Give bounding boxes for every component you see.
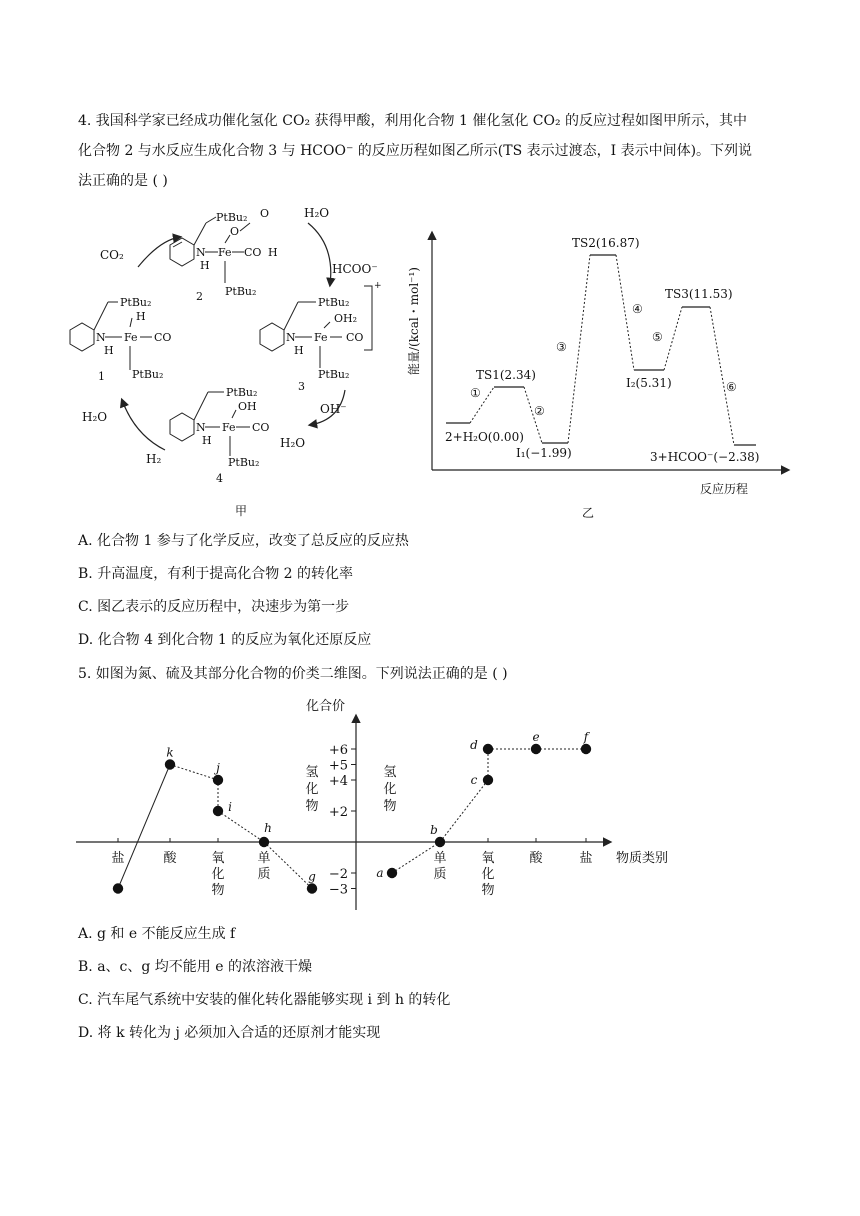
- compound-4: [170, 386, 269, 485]
- valence-lines: [118, 749, 586, 889]
- energy-x-label: 反应历程: [700, 482, 749, 496]
- svg-text:N: N: [96, 331, 106, 344]
- valence-category-label: 化: [211, 867, 225, 882]
- compound-1: [70, 296, 171, 383]
- svg-text:O: O: [260, 207, 270, 220]
- valence-hydride-label: 物: [383, 799, 397, 814]
- svg-text:PtBu₂: PtBu₂: [318, 368, 350, 381]
- co2-label: CO₂: [100, 248, 124, 262]
- valence-point-d: [483, 744, 493, 754]
- svg-text:PtBu₂: PtBu₂: [216, 211, 248, 224]
- valence-connector: [264, 842, 312, 889]
- q4-option-d: D. 化合物 4 到化合物 1 的反应为氧化还原反应: [78, 632, 372, 648]
- svg-text:OH: OH: [238, 400, 257, 413]
- valence-point-f: [581, 744, 591, 754]
- step-1: ①: [470, 386, 481, 400]
- valence-point-label: e: [532, 730, 540, 744]
- valence-point-label: c: [470, 773, 478, 787]
- svg-text:CO: CO: [252, 421, 270, 434]
- valence-connector: [218, 811, 264, 842]
- svg-text:OH₂: OH₂: [334, 312, 358, 325]
- figure-jia-caption: 甲: [235, 504, 248, 518]
- energy-levels: [446, 255, 756, 445]
- valence-category-label: 氧: [211, 851, 225, 866]
- q5-option-c: C. 汽车尾气系统中安装的催化转化器能够实现 i 到 h 的转化: [78, 992, 451, 1008]
- valence-tick-label: −2: [328, 867, 348, 882]
- svg-text:PtBu₂: PtBu₂: [225, 285, 257, 298]
- valence-category-label: 质: [433, 867, 447, 882]
- svg-text:Fe: Fe: [124, 331, 138, 344]
- valence-ticks: [329, 743, 356, 898]
- svg-text:CO: CO: [346, 331, 364, 344]
- water-out-label: H₂O: [280, 436, 306, 450]
- svg-text:H: H: [136, 310, 146, 323]
- valence-category-label: 单: [257, 851, 271, 866]
- catalytic-cycle-figure: [60, 195, 410, 525]
- cycle-arrow-1-2: [138, 237, 180, 267]
- valence-point-e: [531, 744, 541, 754]
- question-4-line-3: 法正确的是 ( ): [78, 173, 168, 189]
- q4-option-c: C. 图乙表示的反应历程中，决速步为第一步: [78, 599, 350, 615]
- svg-text:Fe: Fe: [314, 331, 328, 344]
- figure-yi-caption: 乙: [582, 506, 595, 520]
- svg-text:PtBu₂: PtBu₂: [120, 296, 152, 309]
- valence-points: [113, 730, 591, 894]
- compound-3-label: 3: [298, 380, 305, 393]
- valence-category-label: 物: [211, 883, 225, 898]
- svg-text:H: H: [268, 246, 278, 259]
- state-i2: I₂(5.31): [626, 376, 672, 390]
- valence-connector: [170, 765, 218, 781]
- valence-point-b: [435, 837, 445, 847]
- valence-point-j: [213, 775, 223, 785]
- valence-tick-label: +2: [328, 805, 348, 820]
- question-5-stem: 5. 如图为氮、硫及其部分化合物的价类二维图。下列说法正确的是 ( ): [78, 666, 508, 682]
- q5-option-a: A. g 和 e 不能反应生成 f: [78, 926, 236, 942]
- valence-category-label: 酸: [163, 851, 177, 866]
- step-4: ④: [632, 302, 643, 316]
- valence-point-h: [259, 837, 269, 847]
- valence-y-label: 化合价: [306, 699, 346, 714]
- step-3: ③: [556, 340, 567, 354]
- svg-text:PtBu₂: PtBu₂: [132, 368, 164, 381]
- svg-text:Fe: Fe: [218, 246, 232, 259]
- valence-tick-label: +4: [328, 774, 348, 789]
- valence-point-label: d: [470, 738, 478, 752]
- valence-hydride-label: 氢: [383, 765, 397, 780]
- q5-option-d: D. 将 k 转化为 j 必须加入合适的还原剂才能实现: [78, 1025, 381, 1041]
- svg-text:H: H: [202, 434, 212, 447]
- q4-option-a: A. 化合物 1 参与了化学反应，改变了总反应的反应热: [78, 533, 409, 549]
- valence-point-label: h: [264, 821, 272, 835]
- svg-text:CO: CO: [244, 246, 262, 259]
- valence-connector: [118, 765, 170, 889]
- svg-text:N: N: [196, 421, 206, 434]
- energy-profile-figure: [400, 225, 800, 520]
- valence-category-label: 氧: [481, 851, 495, 866]
- compound-1-label: 1: [98, 370, 105, 383]
- svg-text:H: H: [104, 344, 114, 357]
- compound-3: [260, 281, 382, 393]
- valence-hydride-label: 物: [305, 799, 319, 814]
- state-ts2: TS2(16.87): [572, 236, 640, 250]
- compound-2-label: 2: [196, 290, 203, 303]
- valence-point-g: [307, 883, 317, 893]
- valence-chart: [70, 690, 690, 915]
- valence-tick-label: +5: [328, 758, 348, 774]
- valence-connector: [440, 780, 488, 842]
- valence-category-label: 单: [433, 851, 447, 866]
- cycle-arrow-2-3: [308, 223, 331, 285]
- svg-text:PtBu₂: PtBu₂: [318, 296, 350, 309]
- state-i1: I₁(−1.99): [516, 446, 572, 460]
- water-in-label: H₂O: [304, 206, 330, 220]
- svg-text:+: +: [374, 281, 382, 291]
- valence-point-a: [387, 868, 397, 878]
- valence-category-label: 盐: [579, 851, 593, 866]
- valence-category-label: 盐: [111, 851, 125, 866]
- svg-text:H: H: [294, 344, 304, 357]
- question-4-line-1: 4. 我国科学家已经成功催化氢化 CO₂ 获得甲酸，利用化合物 1 催化氢化 CO₂ 的反应过程如图甲所示，其中: [78, 113, 748, 129]
- valence-category-label: 质: [257, 867, 271, 882]
- svg-text:O: O: [230, 225, 240, 238]
- step-6: ⑥: [726, 380, 737, 394]
- state-start: 2+H₂O(0.00): [445, 430, 524, 444]
- valence-point-label: f: [583, 730, 589, 744]
- svg-text:H: H: [200, 259, 210, 272]
- hydroxide-in-label: OH⁻: [320, 402, 347, 416]
- valence-hydride-label: 化: [305, 782, 319, 797]
- water-left-label: H₂O: [82, 410, 108, 424]
- valence-point-salt: [113, 883, 123, 893]
- valence-tick-label: +6: [328, 743, 348, 758]
- state-end: 3+HCOO⁻(−2.38): [650, 450, 760, 464]
- valence-point-label: k: [166, 745, 174, 760]
- h2-label: H₂: [146, 452, 162, 466]
- energy-y-label: 能量/(kcal・mol⁻¹): [407, 267, 421, 375]
- compound-4-label: 4: [216, 472, 223, 485]
- valence-category-label: 酸: [529, 851, 543, 866]
- cycle-arrow-4-1: [122, 400, 165, 450]
- valence-point-label: i: [228, 800, 232, 814]
- valence-hydride-labels: [305, 765, 396, 814]
- valence-hydride-label: 化: [383, 782, 397, 797]
- svg-text:Fe: Fe: [222, 421, 236, 434]
- q5-option-b: B. a、c、g 均不能用 e 的浓溶液干燥: [78, 959, 312, 975]
- valence-point-label: a: [376, 866, 384, 880]
- state-ts3: TS3(11.53): [665, 287, 733, 301]
- question-4-stem: [78, 106, 798, 196]
- svg-text:N: N: [196, 246, 206, 259]
- valence-tick-label: −3: [328, 882, 348, 898]
- valence-point-i: [213, 806, 223, 816]
- svg-text:CO: CO: [154, 331, 172, 344]
- valence-hydride-label: 氢: [305, 765, 319, 780]
- compound-2: [170, 207, 278, 303]
- valence-point-label: b: [430, 823, 438, 837]
- valence-category-label: 化: [481, 867, 495, 882]
- q4-option-b: B. 升高温度，有利于提高化合物 2 的转化率: [78, 566, 353, 582]
- svg-text:PtBu₂: PtBu₂: [228, 456, 260, 469]
- state-ts1: TS1(2.34): [476, 368, 536, 382]
- energy-connectors: [470, 255, 734, 445]
- step-2: ②: [534, 404, 545, 418]
- valence-point-c: [483, 775, 493, 785]
- valence-point-k: [165, 759, 175, 769]
- valence-point-label: j: [216, 761, 220, 775]
- step-5: ⑤: [652, 330, 663, 344]
- valence-x-label: 物质类别: [616, 851, 669, 866]
- valence-category-label: 物: [481, 883, 495, 898]
- svg-text:N: N: [286, 331, 296, 344]
- formate-out-label: HCOO⁻: [332, 262, 378, 276]
- valence-point-label: g: [308, 869, 316, 884]
- svg-text:PtBu₂: PtBu₂: [226, 386, 258, 399]
- question-4-line-2: 化合物 2 与水反应生成化合物 3 与 HCOO⁻ 的反应历程如图乙所示(TS 表示过渡态，I 表示中间体)。下列说: [78, 143, 753, 159]
